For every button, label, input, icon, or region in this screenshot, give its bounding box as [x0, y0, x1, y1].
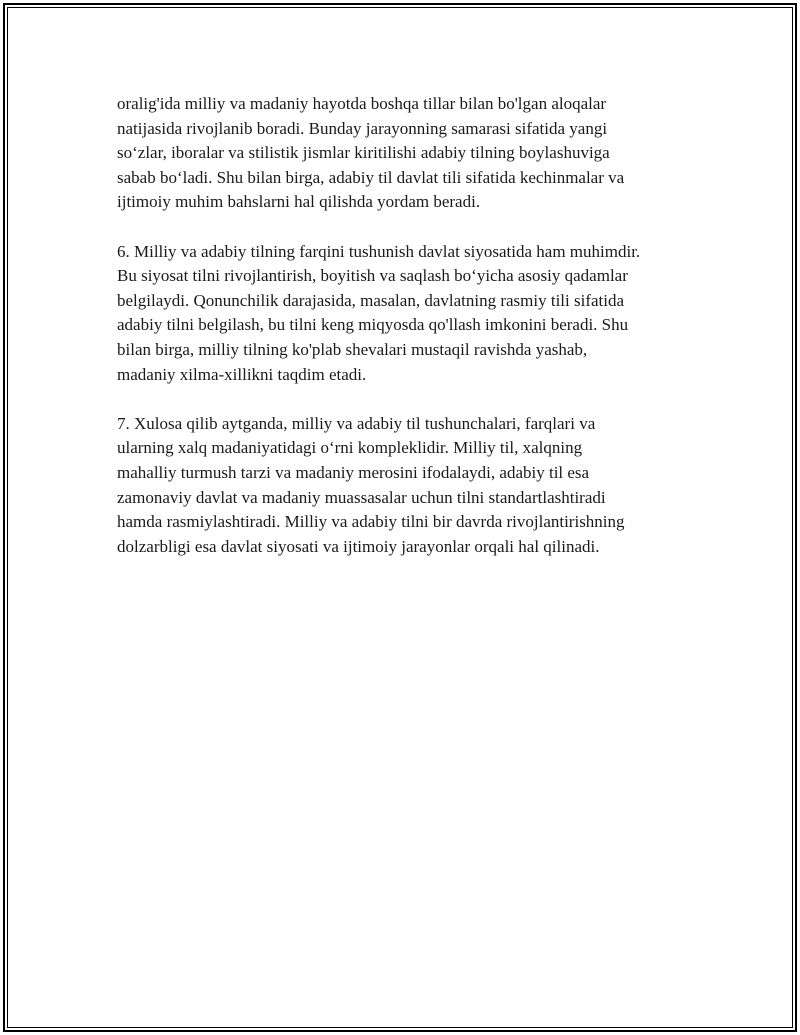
text-line: belgilaydi. Qonunchilik darajasida, masalan, davlatning rasmiy tili sifatida	[117, 290, 625, 310]
text-line: mahalliy turmush tarzi va madaniy merosini ifodalaydi, adabiy til esa	[117, 462, 590, 482]
text-line: bilan birga, milliy tilning ko'plab shevalari mustaqil ravishda yashab,	[117, 339, 588, 359]
text-line: 6. Milliy va adabiy tilning farqini tushunish davlat siyosatida ham muhimdir.	[117, 241, 641, 261]
paragraph-spacer	[117, 215, 707, 240]
text-line: Bu siyosat tilni rivojlantirish, boyitish va saqlash bo‘yicha asosiy qadamlar	[117, 266, 628, 286]
text-line: zamonaviy davlat va madaniy muassasalar uchun tilni standartlashtiradi	[117, 487, 606, 507]
text-line: so‘zlar, iboralar va stilistik jismlar kiritilishi adabiy tilning boylashuviga	[117, 143, 610, 163]
text-line: ularning xalq madaniyatidagi o‘rni kompleklidir. Milliy til, xalqning	[117, 438, 583, 458]
document-body	[117, 92, 707, 559]
text-line: oralig'ida milliy va madaniy hayotda boshqa tillar bilan bo'lgan aloqalar	[117, 94, 607, 113]
paragraph-6	[117, 240, 707, 388]
paragraph-continuation	[117, 92, 707, 215]
text-line: sabab bo‘ladi. Shu bilan birga, adabiy til davlat tili sifatida kechinmalar va	[117, 167, 625, 187]
text-line: dolzarbligi esa davlat siyosati va ijtimoiy jarayonlar orqali hal qilinadi.	[117, 536, 600, 556]
paragraph-spacer	[117, 387, 707, 412]
paragraph-7	[117, 412, 707, 560]
text-line: ijtimoiy muhim bahslarni hal qilishda yordam beradi.	[117, 192, 481, 212]
text-line: 7. Xulosa qilib aytganda, milliy va adabiy til tushunchalari, farqlari va	[117, 413, 596, 433]
text-line: adabiy tilni belgilash, bu tilni keng miqyosda qo'llash imkonini beradi. Shu	[117, 315, 629, 335]
text-line: hamda rasmiylashtiradi. Milliy va adabiy tilni bir davrda rivojlantirishning	[117, 512, 625, 532]
text-line: natijasida rivojlanib boradi. Bunday jarayonning samarasi sifatida yangi	[117, 118, 608, 138]
text-line: madaniy xilma-xillikni taqdim etadi.	[117, 364, 367, 384]
